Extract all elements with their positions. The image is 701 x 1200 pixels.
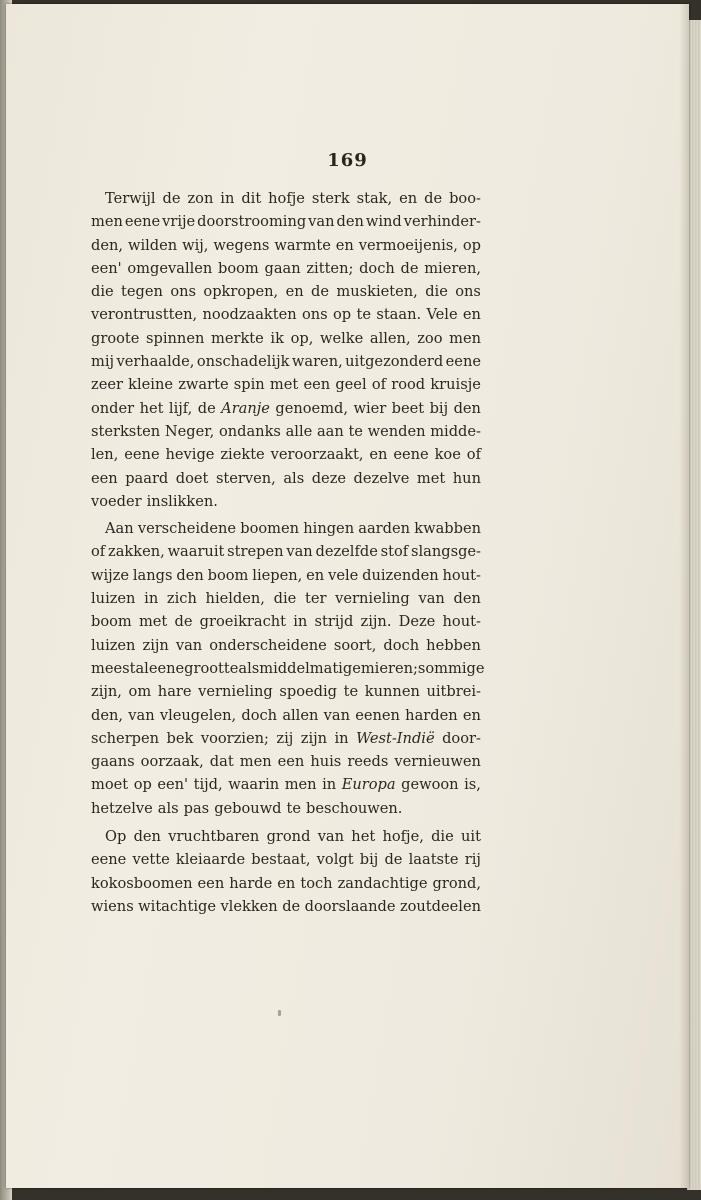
word: spin: [233, 376, 265, 394]
word: liepen,: [252, 566, 303, 584]
word: te: [286, 799, 302, 817]
word: wier: [353, 399, 387, 417]
word: verhinder-: [403, 213, 481, 231]
word: met: [269, 376, 299, 394]
word: den: [133, 828, 161, 846]
word: zwarte: [178, 376, 229, 394]
word: te: [356, 306, 371, 324]
text-line: [91, 848, 481, 871]
word: en: [462, 706, 481, 724]
text-line: [91, 373, 481, 396]
word: ons: [455, 283, 481, 301]
word: vermoeijenis,: [358, 236, 458, 254]
word: hielden,: [205, 590, 265, 608]
word: grootte: [184, 659, 239, 677]
word: van: [308, 213, 335, 231]
word: zijn: [142, 636, 169, 654]
word: in: [220, 190, 235, 207]
word: verhaalde,: [116, 353, 195, 371]
word: luizen: [91, 636, 136, 654]
word: genoemd,: [275, 399, 349, 417]
text-line: [91, 420, 481, 443]
word: zitten;: [306, 259, 354, 277]
word: hevige: [165, 446, 215, 464]
word: len,: [91, 446, 119, 464]
word: ons: [302, 306, 328, 324]
text-line: [91, 587, 481, 610]
paragraph: [91, 187, 481, 513]
word: alle: [285, 422, 313, 440]
word: gaan: [264, 259, 301, 277]
word: onder: [91, 399, 135, 417]
word: kleiaarde: [175, 851, 246, 869]
word: warmte: [274, 236, 331, 254]
word: spinnen: [146, 329, 205, 347]
word: de: [282, 897, 301, 915]
word: luizen: [91, 590, 136, 608]
word: is,: [464, 776, 481, 794]
word: Aranje: [221, 399, 270, 417]
word: die: [273, 590, 297, 608]
word: stof: [380, 543, 409, 561]
word: boo-: [449, 190, 481, 207]
word: doch: [359, 259, 395, 277]
text-line: [91, 443, 481, 466]
word: vele: [328, 566, 359, 584]
word: de: [424, 190, 443, 207]
word: bij: [429, 399, 449, 417]
word: harde: [229, 874, 273, 892]
word: rij: [464, 851, 481, 869]
word: doorstrooming: [197, 213, 307, 231]
word: uit: [461, 828, 481, 846]
word: als: [283, 469, 305, 487]
word: gaans: [91, 753, 135, 771]
word: van: [175, 636, 203, 654]
word: tijd,: [193, 776, 223, 794]
word: eene: [91, 851, 127, 869]
text-line: [91, 680, 481, 703]
word: aan: [316, 422, 344, 440]
word: vrije: [162, 213, 196, 231]
word: van: [323, 706, 350, 724]
text-line: [91, 350, 481, 373]
word: hout-: [442, 566, 481, 584]
word: van: [286, 543, 313, 561]
word: muskieten,: [336, 283, 418, 301]
word: zon: [187, 190, 214, 207]
word: onschadelijk: [196, 353, 290, 371]
word: midde-: [430, 422, 481, 440]
word: geel: [335, 376, 367, 394]
word: bek: [166, 729, 194, 747]
word: hingen: [303, 520, 355, 538]
text-line: [91, 210, 481, 233]
word: op: [462, 236, 481, 254]
word: hare: [157, 683, 192, 701]
text-line: [91, 327, 481, 350]
word: uitbrei-: [426, 683, 481, 701]
word: zoo: [417, 329, 443, 347]
word: een: [303, 376, 331, 394]
word: mieren,: [424, 259, 481, 277]
word: vlekken: [220, 897, 278, 915]
word: eene: [124, 446, 160, 464]
word: zijn.: [360, 613, 392, 631]
text-line: [91, 564, 481, 587]
word: langs: [132, 566, 173, 584]
word: toch: [300, 874, 333, 892]
word: den: [336, 213, 364, 231]
word: van: [128, 706, 155, 724]
word: doch: [383, 636, 420, 654]
word: door-: [442, 729, 481, 747]
word: kokosboomen: [91, 874, 193, 892]
word: hout-: [442, 613, 481, 631]
word: het: [139, 399, 164, 417]
word: de: [311, 283, 329, 301]
word: de: [197, 399, 216, 417]
word: op: [133, 776, 152, 794]
word: zijn: [300, 729, 328, 747]
word: Aan: [105, 520, 134, 538]
word: met: [416, 469, 446, 487]
word: kruisje: [430, 376, 481, 394]
word: of: [466, 446, 481, 464]
paragraph: [91, 825, 481, 918]
word: sommige: [417, 659, 485, 677]
text-line: [91, 773, 481, 796]
word: eenen: [355, 706, 400, 724]
word: spoedig: [279, 683, 338, 701]
word: Neger,: [164, 422, 215, 440]
text-line: [91, 704, 481, 727]
word: en: [306, 566, 325, 584]
text-line: [91, 634, 481, 657]
word: mieren;: [360, 659, 418, 677]
word: men: [239, 753, 272, 771]
word: oorzaak,: [140, 753, 204, 771]
word: met: [138, 613, 168, 631]
word: strijd: [314, 613, 354, 631]
word: in: [293, 613, 308, 631]
word: gebouwd: [214, 799, 282, 817]
word: ondanks: [218, 422, 281, 440]
word: groeikracht: [199, 613, 287, 631]
word: boom: [91, 613, 132, 631]
word: uitgezonderd: [345, 353, 444, 371]
word: boomen: [240, 520, 300, 538]
word: koe: [434, 446, 461, 464]
word: die: [425, 283, 448, 301]
word: pas: [183, 799, 210, 817]
word: te: [343, 683, 359, 701]
word: wijze: [91, 566, 130, 584]
word: vernieuwen: [394, 753, 481, 771]
word: de: [400, 259, 419, 277]
word: strepen: [227, 543, 284, 561]
word: vette: [132, 851, 170, 869]
word: hebben: [426, 636, 481, 654]
word: wegens: [213, 236, 270, 254]
word: den: [453, 399, 481, 417]
word: een': [91, 259, 122, 277]
word: hofje: [268, 190, 305, 207]
word: Terwijl: [105, 190, 156, 207]
word: boom: [207, 566, 249, 584]
word: welke: [319, 329, 364, 347]
word: kwabben: [414, 520, 481, 538]
word: en: [335, 236, 354, 254]
word: den,: [91, 706, 124, 724]
word: scherpen: [91, 729, 160, 747]
word: voorzien;: [200, 729, 269, 747]
word: sterven,: [215, 469, 276, 487]
word: vruchtbaren: [168, 828, 260, 846]
word: ik: [270, 329, 284, 347]
word: dat: [209, 753, 234, 771]
word: hofje,: [382, 828, 424, 846]
word: zijn,: [91, 683, 122, 701]
word: opkropen,: [203, 283, 279, 301]
word: zandachtige: [337, 874, 428, 892]
word: allen,: [369, 329, 411, 347]
text-line: [91, 517, 481, 540]
word: wenden: [367, 422, 426, 440]
word: veroorzaakt,: [270, 446, 364, 464]
text-line: [91, 467, 481, 490]
word: in: [144, 590, 159, 608]
word: ziekte: [220, 446, 265, 464]
word: waren,: [291, 353, 343, 371]
word: bij: [359, 851, 379, 869]
word: men: [91, 213, 123, 231]
word: of: [371, 376, 387, 394]
word: doet: [175, 469, 209, 487]
word: een: [91, 469, 118, 487]
word: verontrustten,: [91, 306, 198, 324]
text-line: [91, 303, 481, 326]
word: een': [157, 776, 189, 794]
word: meestal: [91, 659, 149, 677]
page-number: 169: [327, 150, 368, 171]
word: onderscheidene: [209, 636, 327, 654]
text-line: [91, 657, 485, 680]
word: sterk: [311, 190, 350, 207]
word: wiens: [91, 897, 134, 915]
word: waarin: [228, 776, 280, 794]
word: hetzelve: [91, 799, 153, 817]
word: wind: [365, 213, 402, 231]
text-line: [91, 187, 481, 210]
text-line: [91, 490, 481, 513]
word: op,: [290, 329, 314, 347]
word: of: [91, 543, 106, 561]
word: op: [333, 306, 352, 324]
word: inslikken.: [146, 492, 218, 510]
word: Op: [105, 828, 127, 846]
word: de: [162, 190, 181, 207]
word: als: [238, 659, 260, 677]
word: duizenden: [362, 566, 439, 584]
word: paard: [125, 469, 169, 487]
word: bestaat,: [251, 851, 311, 869]
word: West-Indië: [356, 729, 435, 747]
text-line: [91, 872, 481, 895]
word: en: [277, 874, 296, 892]
text-line: [91, 234, 481, 257]
text-line: [91, 397, 481, 420]
word: dezelve: [353, 469, 410, 487]
word: eene: [393, 446, 429, 464]
word: eene: [148, 659, 185, 677]
page-stack-edge: [687, 20, 701, 1190]
word: ter: [304, 590, 327, 608]
word: sterksten: [91, 422, 161, 440]
text-line: [91, 750, 481, 773]
word: mij: [91, 353, 115, 371]
word: vernieling: [198, 683, 273, 701]
word: den: [176, 566, 204, 584]
word: wilden: [127, 236, 178, 254]
word: en: [285, 283, 304, 301]
word: reeds: [347, 753, 389, 771]
word: de: [174, 613, 193, 631]
word: zoutdeelen: [399, 897, 481, 915]
word: het: [351, 828, 376, 846]
word: die: [431, 828, 454, 846]
word: van: [418, 590, 445, 608]
word: omgevallen: [127, 259, 213, 277]
word: witachtige: [138, 897, 216, 915]
paper-speck: [278, 1010, 281, 1016]
text-line: [91, 257, 481, 280]
word: kunnen: [364, 683, 420, 701]
word: eene: [124, 213, 161, 231]
word: moet: [91, 776, 129, 794]
word: doch: [241, 706, 278, 724]
text-line: [91, 540, 481, 563]
word: volgt: [316, 851, 354, 869]
word: vleugelen,: [159, 706, 237, 724]
word: verscheidene: [137, 520, 237, 538]
word: men: [284, 776, 317, 794]
book-page: [6, 4, 689, 1188]
word: wij,: [182, 236, 209, 254]
text-line: [91, 610, 481, 633]
word: een: [197, 874, 225, 892]
word: staan.: [376, 306, 422, 324]
word: en: [369, 446, 388, 464]
word: voeder: [91, 492, 142, 510]
word: een: [277, 753, 305, 771]
word: en: [462, 306, 481, 324]
word: de: [384, 851, 403, 869]
word: in: [322, 776, 337, 794]
word: en: [399, 190, 418, 207]
word: den,: [91, 236, 124, 254]
word: grond,: [432, 874, 481, 892]
word: slangsge-: [410, 543, 481, 561]
text-line: [91, 825, 481, 848]
word: merkte: [211, 329, 264, 347]
word: kleine: [128, 376, 174, 394]
word: lijf,: [168, 399, 193, 417]
word: stak,: [356, 190, 393, 207]
word: dit: [241, 190, 262, 207]
word: men: [449, 329, 481, 347]
word: dezelfde: [315, 543, 378, 561]
word: beet: [391, 399, 425, 417]
text-line: [91, 797, 481, 820]
paragraph: [91, 517, 485, 820]
word: vernieling: [335, 590, 410, 608]
word: Deze: [398, 613, 436, 631]
word: grond: [266, 828, 311, 846]
word: zich: [166, 590, 197, 608]
word: den: [453, 590, 481, 608]
word: tegen: [121, 283, 163, 301]
word: noodzaakten: [202, 306, 297, 324]
word: om: [128, 683, 152, 701]
word: zeer: [91, 376, 123, 394]
word: beschouwen.: [306, 799, 403, 817]
body-text: [91, 187, 485, 918]
word: rood: [391, 376, 426, 394]
word: middelmatige: [259, 659, 361, 677]
word: gewoon: [401, 776, 459, 794]
word: in: [334, 729, 349, 747]
word: Vele: [426, 306, 458, 324]
word: eene: [445, 353, 481, 371]
word: te: [348, 422, 363, 440]
word: ons: [170, 283, 197, 301]
word: zij: [276, 729, 294, 747]
word: aarden: [358, 520, 411, 538]
word: waaruit: [167, 543, 225, 561]
text-line: [91, 280, 481, 303]
word: huis: [310, 753, 342, 771]
word: deze: [311, 469, 347, 487]
word: als: [157, 799, 179, 817]
word: zakken,: [108, 543, 165, 561]
word: boom: [218, 259, 259, 277]
text-line: [91, 727, 481, 750]
word: hun: [452, 469, 481, 487]
text-line: [91, 895, 481, 918]
word: van: [317, 828, 345, 846]
word: laatste: [408, 851, 459, 869]
word: die: [91, 283, 114, 301]
word: doorslaande: [304, 897, 396, 915]
word: groote: [91, 329, 140, 347]
word: Europa: [341, 776, 396, 794]
word: soort,: [333, 636, 377, 654]
word: allen: [282, 706, 319, 724]
word: harden: [405, 706, 458, 724]
